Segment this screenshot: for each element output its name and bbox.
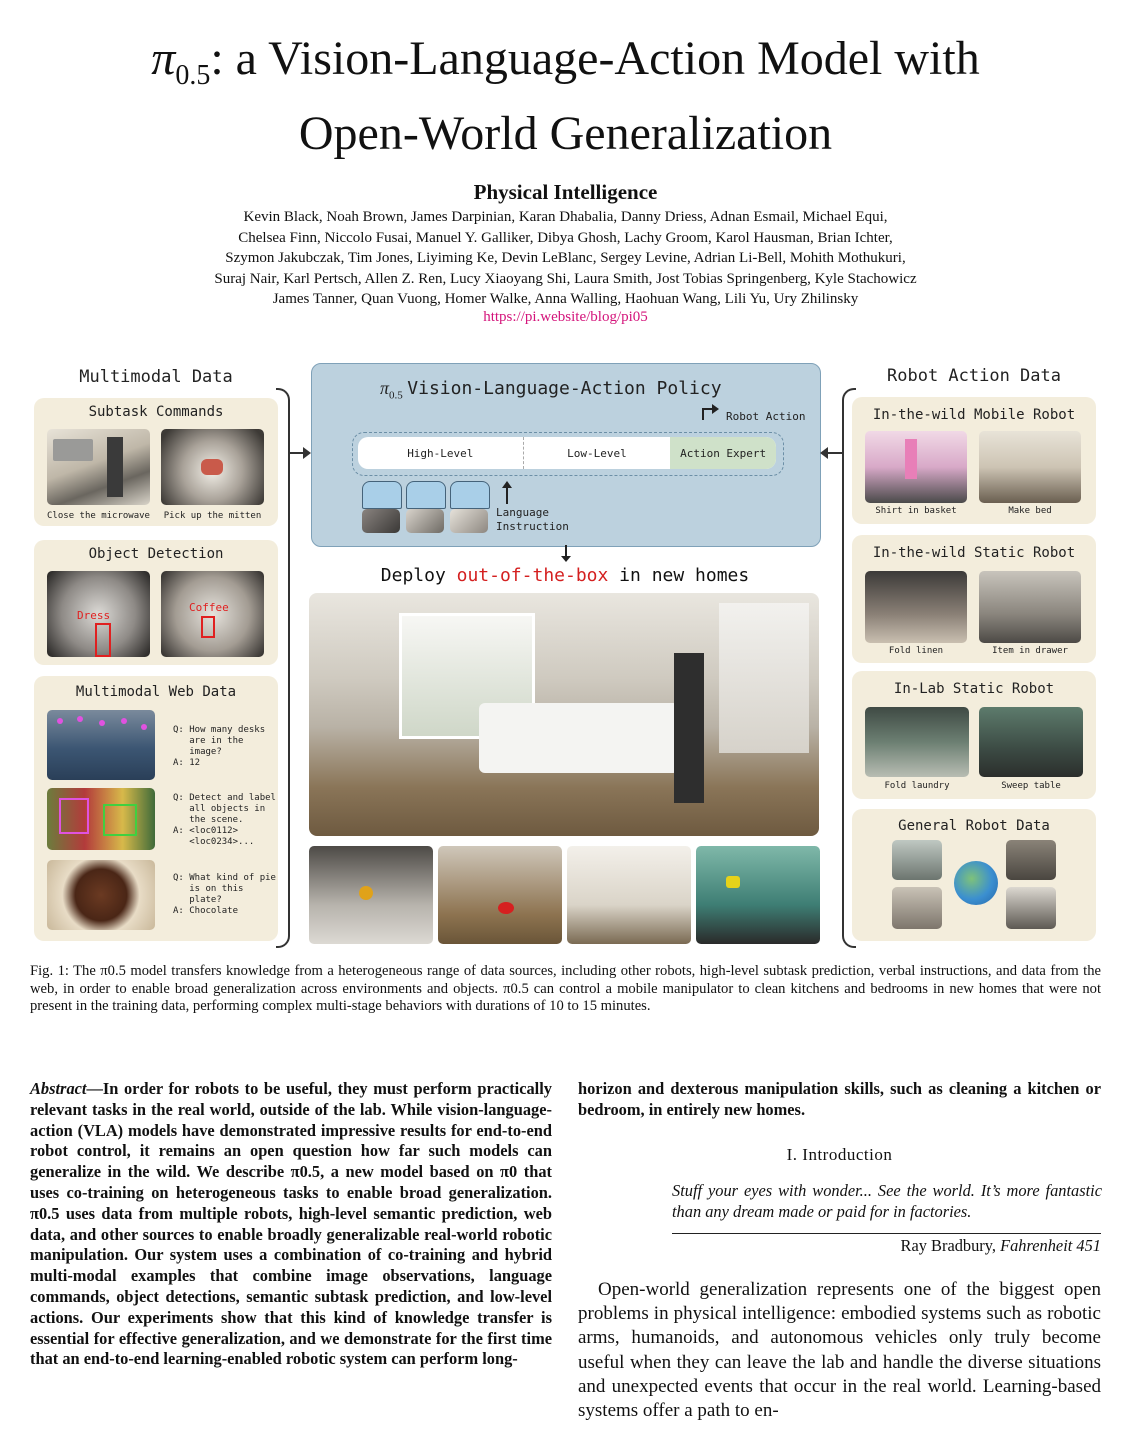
author-line: James Tanner, Quan Vuong, Homer Walke, Anna Walling, Haohuan Wang, Lili Yu, Ury Zhilinsky [272,291,859,307]
robot-data-thumb [892,840,942,880]
epigraph-source: Ray Bradbury, Fahrenheit 451 [900,1236,1101,1255]
author-list [140,207,991,310]
desk-point [141,724,147,730]
title-line-1: : a Vision-Language-Action Model with [210,32,980,85]
object-shape [905,439,917,479]
stove-deploy-photo [696,846,820,944]
object-shape [726,876,740,888]
object-shape [498,902,514,914]
project-url-link[interactable]: https://pi.website/blog/pi05 [483,309,648,325]
robot-data-thumb [892,887,942,929]
panel-title: Object Detection [88,546,224,562]
abstract-right-column: horizon and dexterous manipulation skills, such as cleaning a kitchen or bedroom, in entirely new homes. [578,1079,1101,1119]
subtask-commands-panel [34,398,278,526]
abstract-left-column [30,1079,552,1370]
paper-title [0,30,1131,163]
model-bar [358,437,776,469]
microwave-photo [47,429,150,505]
bed-shape [479,703,679,773]
detection-box [59,798,89,834]
robot-data-thumb [1006,840,1056,880]
panel-title: In-the-wild Mobile Robot [872,407,1076,423]
qa-text: Q: How many desks are in the image? A: 12 [173,725,266,768]
pie-photo [47,860,155,930]
microwave-shape [53,439,93,461]
photo-caption: Shirt in basket [875,506,957,516]
panel-title: General Robot Data [898,818,1050,834]
multimodal-data-header: Multimodal Data [79,367,233,387]
photo-caption: Make bed [1008,506,1052,516]
low-level-segment: Low-Level [523,437,671,469]
language-instruction-label: Language Instruction [496,506,569,533]
window-blinds-shape [719,603,809,753]
title-subscript: 0.5 [175,60,211,91]
camera-image-thumb [362,509,400,533]
sweep-table-photo [979,707,1083,777]
author-line: Chelsea Finn, Niccolo Fusai, Manuel Y. Galliker, Dibya Ghosh, Lachy Groom, Karol Hausman, Brian Ichter, [238,229,893,246]
deployment-bedroom-photo [309,593,819,836]
fold-linen-photo [865,571,967,643]
lab-robot-panel [852,671,1096,799]
qa-text: Q: Detect and label all objects in the scene. A: <loc0112> <loc0234>... [173,793,276,847]
robot-arm-shape [107,437,123,497]
epigraph-rule [672,1233,1101,1234]
high-level-segment: High-Level [407,446,474,460]
photo-caption: Fold laundry [884,781,950,791]
author-line: Szymon Jakubczak, Tim Jones, Liyiming Ke, Devin LeBlanc, Sergey Levine, Adrian Li-Bell, Mohith Mothukuri, [225,250,906,266]
photo-caption: Sweep table [1001,781,1061,791]
mitten-shape [201,459,223,475]
photo-caption: Fold linen [888,646,944,656]
store-photo [47,788,155,850]
robot-action-data-header: Robot Action Data [887,366,1061,386]
static-robot-panel [852,535,1096,663]
section-heading-introduction: I. Introduction [786,1145,893,1164]
abstract-label: Abstract [30,1079,87,1098]
item-drawer-photo [979,571,1081,643]
fold-laundry-photo [865,707,969,777]
object-shape [359,886,373,900]
panel-title: Multimodal Web Data [75,684,237,700]
panel-title: In-the-wild Static Robot [872,545,1076,561]
author-line: Kevin Black, Noah Brown, James Darpinian, Karan Dhabalia, Danny Driess, Adnan Esmail, Michael Equi, [243,209,888,225]
title-pi-symbol: π [151,32,176,85]
deploy-arrowhead [561,556,571,562]
title-line-2: Open-World Generalization [298,107,833,160]
author-line: Suraj Nair, Karl Pertsch, Allen Z. Ren, Lucy Xiaoyang Shi, Laura Smith, Jost Tobias Springenberg, Kyle Stachowicz [214,270,917,287]
kitchen-deploy-photo-2 [438,846,562,944]
photo-caption: Pick up the mitten [163,511,262,521]
classroom-photo [47,710,155,780]
policy-title: $\pi_{0.5}$ Vision-Language-Action Policy [380,378,722,402]
mitten-photo [161,429,264,505]
camera-image-thumb [450,509,488,533]
left-brace [276,388,290,948]
make-bed-photo [979,431,1081,503]
introduction-paragraph: Open-world generalization represents one of the biggest open problems in physical intelligence: embodied systems such as robotic arms, humanoids, and autonomous vehicles only truly become useful when they can leave the lab and handle the diverse situations and unexpected events that occur in the real world. Learning-based systems offer a path to en- [578,1279,1101,1422]
language-arrowhead [502,481,512,488]
left-arrow-head [303,447,311,459]
globe-icon [954,861,998,905]
qa-text: Q: What kind of pie is on this plate? A: Chocolate [173,873,276,916]
shirt-basket-photo [865,431,967,503]
language-arrow [506,486,508,504]
bedroom-deploy-photo [567,846,691,944]
camera-image-thumb [406,509,444,533]
abstract-text: —In order for robots to be useful, they must perform practically relevant tasks in the real world, outside of the lab. While vision-language-action (VLA) models have demonstrated impressive results for end-to-end robot control, it remains an open question how far such models can generalize in the wild. We describe π0.5, a new model based on π0 that uses co-training on heterogeneous tasks to enable broad generalization. π0.5 uses data from multiple robots, high-level semantic prediction, web data, and other sources to enable broadly generalizable real-world robotic manipulation. Our system uses a combination of co-training and hybrid multi-modal examples that combine image observations, language commands, object detections, semantic subtask prediction, and low-level actions. Our experiments show that this kind of knowledge transfer is essential for effective generalization, and we demonstrate for the first time that an end-to-end learning-enabled robotic system can perform long- [30,1079,552,1369]
image-token-cap [362,481,402,509]
vla-policy-box [311,363,821,547]
desk-point [121,718,127,724]
robot-data-thumb [1006,887,1056,929]
photo-caption: Item in drawer [992,646,1068,656]
detection-label: Dress [77,609,111,622]
object-detection-panel [34,540,278,665]
detection-label: Coffee [189,601,229,614]
mobile-robot-panel [852,397,1096,524]
deploy-heading: Deploy out-of-the-box in new homes [380,565,750,586]
epigraph-quote: Stuff your eyes with wonder... See the world. It’s more fantastic than any dream made or paid for in factories. [672,1181,1102,1221]
detection-box [103,804,137,836]
robot-action-arrowhead [712,404,719,414]
kitchen-detection-photo [161,571,264,657]
kitchen-deploy-photo-1 [309,846,433,944]
coffee-bounding-box [201,616,215,638]
panel-title: Subtask Commands [88,404,224,420]
action-expert-segment: Action Expert [670,437,776,469]
general-robot-data-panel [852,809,1096,941]
organization: Physical Intelligence [473,180,658,204]
multimodal-web-data-panel [34,676,278,941]
right-arrow-head [820,447,828,459]
figure-caption: Fig. 1: The π0.5 model transfers knowledge from a heterogeneous range of data sources, including other robots, high-level subtask prediction, verbal instructions, and data from the web, in order to enable broad generalization across environments and objects. π0.5 can control a mobile manipulator to clean kitchens and bedrooms in new homes that were not present in the training data, performing complex multi-stage behaviors with durations of 10 to 15 minutes. [30,963,1101,1014]
robot-action-label: Robot Action [726,410,806,423]
image-token-cap [450,481,490,509]
bedroom-detection-photo [47,571,150,657]
panel-title: In-Lab Static Robot [893,681,1055,697]
image-token-cap [406,481,446,509]
dress-bounding-box [95,623,111,657]
desk-point [57,718,63,724]
desk-point [99,720,105,726]
desk-point [77,716,83,722]
photo-caption: Close the microwave [47,511,150,521]
robot-shape [674,653,704,803]
